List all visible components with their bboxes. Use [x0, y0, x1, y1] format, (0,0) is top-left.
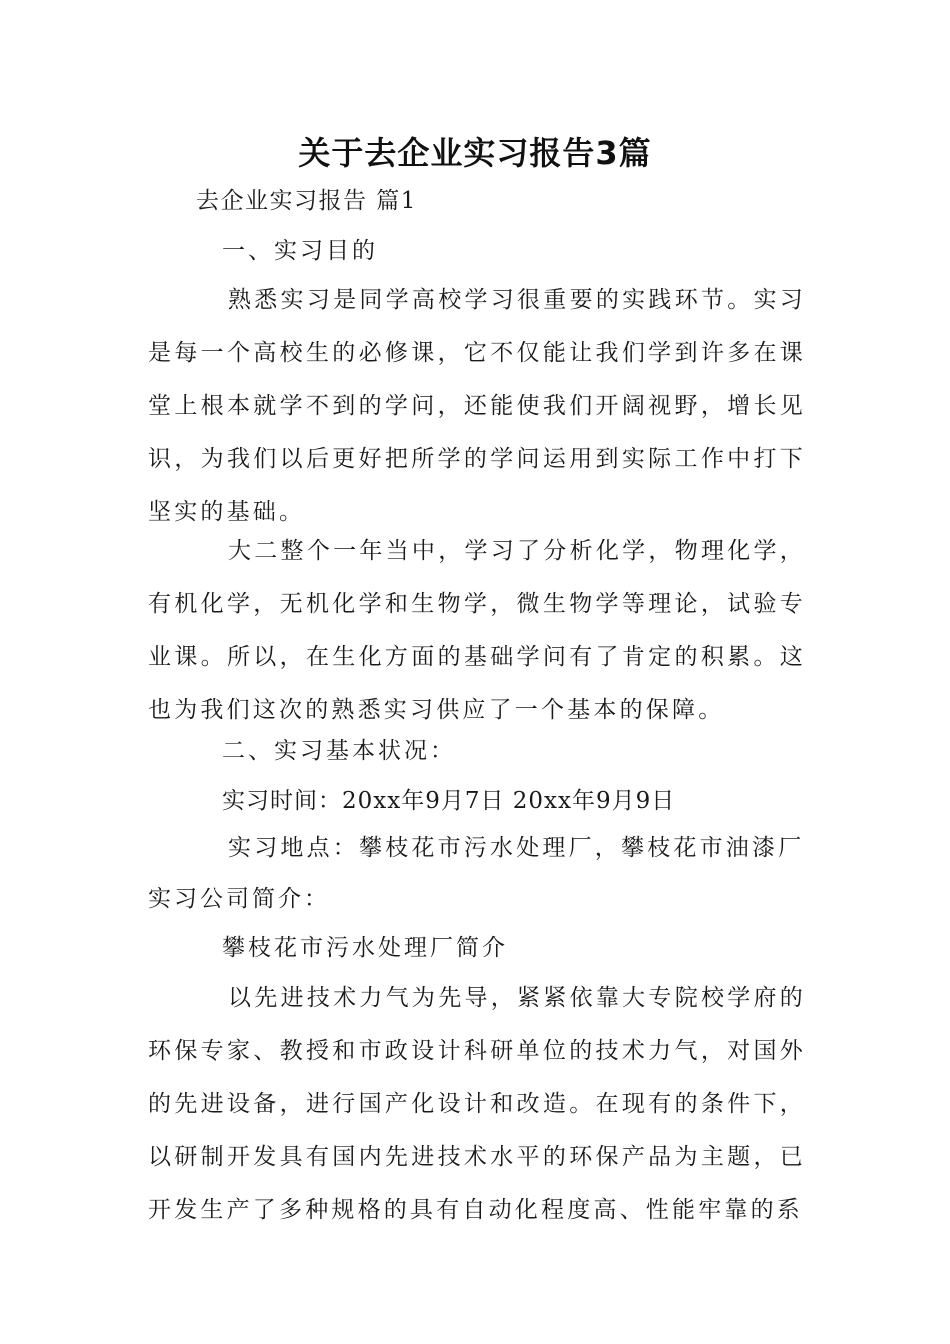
section-heading-basic-info: 二、实习基本状况：: [222, 738, 456, 764]
paragraph-coursework: 大二整个一年当中，学习了分析化学，物理化学，有机化学，无机化学和生物学，微生物学等理论，试验专业课。所以，在生化方面的基础学问有了肯定的积累。这也为我们这次的熟悉实习供应了一个基本的保障。: [148, 538, 806, 723]
internship-time: 实习时间：20xx年9月7日 20xx年9月9日: [222, 788, 676, 814]
section-heading-purpose: 一、实习目的: [222, 238, 378, 264]
company-name-heading: 攀枝花市污水处理厂简介: [222, 935, 508, 961]
company-intro-label: 实习公司简介：: [148, 886, 330, 912]
subtitle: 去企业实习报告 篇1: [196, 188, 417, 214]
internship-location: 实习地点：攀枝花市污水处理厂，攀枝花市油漆厂: [228, 835, 805, 861]
paragraph-company: 以先进技术力气为先导，紧紧依靠大专院校学府的环保专家、教授和市政设计科研单位的技术力气，对国外的先进设备，进行国产化设计和改造。在现有的条件下，以研制开发具有国内先进技术水平的环保产品为主题，已开发生产了多种规格的具有自动化程度高、性能牢靠的系: [148, 985, 806, 1223]
document-title: 关于去企业实习报告3篇: [298, 134, 652, 172]
paragraph-purpose: 熟悉实习是同学高校学习很重要的实践环节。实习是每一个高校生的必修课，它不仅能让我们学到许多在课堂上根本就学不到的学问，还能使我们开阔视野，增长见识，为我们以后更好把所学的学问运用到实际工作中打下坚实的基础。: [148, 287, 806, 525]
